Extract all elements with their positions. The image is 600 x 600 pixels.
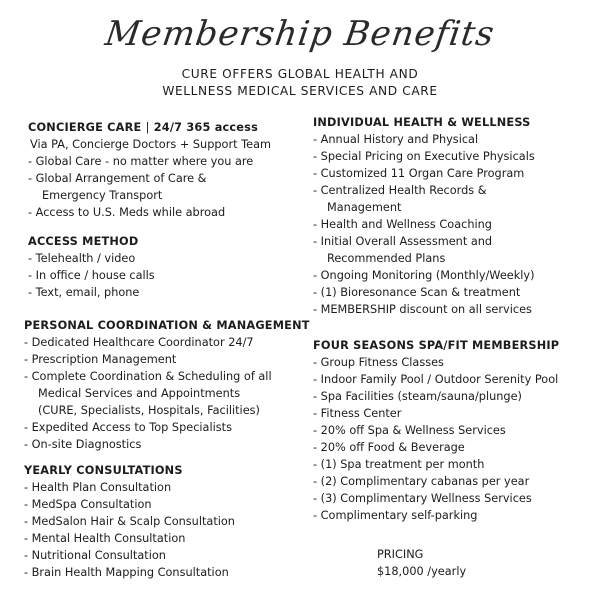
- list-item: - MEMBERSHIP discount on all services: [313, 303, 532, 316]
- yearly-consultations-section: [24, 462, 235, 581]
- list-item: - Text, email, phone: [28, 286, 140, 299]
- page-title: Membership Benefits: [102, 14, 498, 54]
- list-item: - Expedited Access to Top Specialists: [24, 421, 232, 434]
- list-item: - Complete Coordination & Scheduling of all: [24, 370, 272, 383]
- list-item: - Global Arrangement of Care &: [28, 172, 207, 185]
- list-item: - MedSalon Hair & Scalp Consultation: [24, 515, 235, 528]
- list-item: - Group Fitness Classes: [313, 356, 444, 369]
- personal-coordination-heading: PERSONAL COORDINATION & MANAGEMENT: [24, 319, 310, 332]
- subtitle-line-2: WELLNESS MEDICAL SERVICES AND CARE: [162, 84, 438, 98]
- list-item: Via PA, Concierge Doctors + Support Team: [30, 138, 271, 151]
- list-item: (CURE, Specialists, Hospitals, Facilities): [38, 404, 260, 417]
- concierge-care-heading: [28, 119, 271, 136]
- subtitle-line-1: CURE OFFERS GLOBAL HEALTH AND: [181, 67, 419, 81]
- list-item: - Telehealth / video: [28, 252, 136, 265]
- list-item: - (3) Complimentary Wellness Services: [313, 492, 532, 505]
- list-item: - Spa Facilities (steam/sauna/plunge): [313, 390, 522, 403]
- pricing-value: $18,000 /yearly: [377, 565, 467, 578]
- list-item: - Complimentary self-parking: [313, 509, 478, 522]
- list-item: - Dedicated Healthcare Coordinator 24/7: [24, 336, 254, 349]
- individual-health-heading: INDIVIDUAL HEALTH & WELLNESS: [313, 116, 531, 129]
- list-item: Emergency Transport: [42, 189, 163, 202]
- list-item: - Fitness Center: [313, 407, 402, 420]
- list-item: - Initial Overall Assessment and: [313, 235, 493, 248]
- list-item: - Centralized Health Records &: [313, 184, 487, 197]
- list-item: - Health Plan Consultation: [24, 481, 172, 494]
- personal-coordination-section: [24, 317, 310, 453]
- list-item: Medical Services and Appointments: [38, 387, 241, 400]
- list-item: - 20% off Food & Beverage: [313, 441, 465, 454]
- list-item: - Brain Health Mapping Consultation: [24, 566, 229, 579]
- list-item: Recommended Plans: [327, 252, 446, 265]
- individual-health-section: [313, 114, 535, 318]
- list-item: - Global Care - no matter where you are: [28, 155, 254, 168]
- list-item: - In office / house calls: [28, 269, 155, 282]
- list-item: - Ongoing Monitoring (Monthly/Weekly): [313, 269, 535, 282]
- list-item: - Health and Wellness Coaching: [313, 218, 492, 231]
- list-item: - On-site Diagnostics: [24, 438, 142, 451]
- yearly-consultations-heading: YEARLY CONSULTATIONS: [24, 464, 183, 477]
- pricing-label: PRICING: [377, 548, 424, 561]
- list-item: - Special Pricing on Executive Physicals: [313, 150, 535, 163]
- heading-separator: |: [145, 121, 150, 134]
- access-method-section: [28, 233, 155, 301]
- concierge-care-access: 24/7 365 access: [153, 121, 259, 134]
- list-item: - Annual History and Physical: [313, 133, 479, 146]
- list-item: - Customized 11 Organ Care Program: [313, 167, 525, 180]
- four-seasons-section: [313, 337, 559, 524]
- list-item: - 20% off Spa & Wellness Services: [313, 424, 506, 437]
- list-item: - Prescription Management: [24, 353, 177, 366]
- list-item: - MedSpa Consultation: [24, 498, 152, 511]
- list-item: - (1) Bioresonance Scan & treatment: [313, 286, 521, 299]
- list-item: Management: [327, 201, 402, 214]
- list-item: - (2) Complimentary cabanas per year: [313, 475, 530, 488]
- four-seasons-heading: FOUR SEASONS SPA/FIT MEMBERSHIP: [313, 339, 560, 352]
- concierge-care-title: CONCIERGE CARE: [28, 121, 142, 134]
- pricing-block: [377, 546, 466, 580]
- list-item: - (1) Spa treatment per month: [313, 458, 485, 471]
- list-item: - Access to U.S. Meds while abroad: [28, 206, 226, 219]
- concierge-care-section: [28, 119, 271, 221]
- list-item: - Nutritional Consultation: [24, 549, 166, 562]
- list-item: - Mental Health Consultation: [24, 532, 186, 545]
- access-method-heading: ACCESS METHOD: [28, 235, 139, 248]
- list-item: - Indoor Family Pool / Outdoor Serenity Pool: [313, 373, 559, 386]
